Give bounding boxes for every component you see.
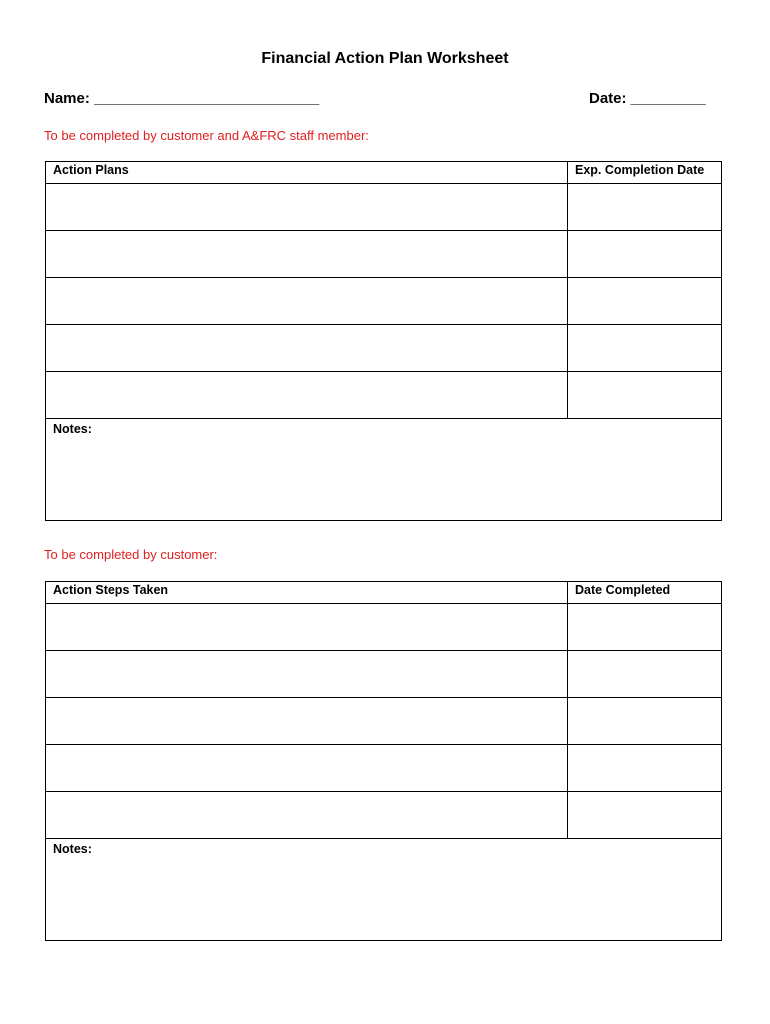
table-row — [46, 651, 722, 698]
table-header-row — [46, 582, 722, 604]
table-row — [46, 231, 722, 278]
date-completed-cell[interactable] — [568, 604, 722, 651]
action-plans-header: Action Plans — [46, 162, 568, 184]
action-plan-cell[interactable] — [46, 278, 568, 325]
exp-completion-date-header: Exp. Completion Date — [568, 162, 722, 184]
table-row — [46, 604, 722, 651]
action-plans-table — [45, 161, 722, 521]
action-step-cell[interactable] — [46, 745, 568, 792]
date-completed-cell[interactable] — [568, 651, 722, 698]
table-row — [46, 792, 722, 839]
action-step-cell[interactable] — [46, 792, 568, 839]
name-field[interactable]: Name: ___________________________ — [44, 90, 320, 107]
action-plan-cell[interactable] — [46, 325, 568, 372]
action-step-cell[interactable] — [46, 651, 568, 698]
action-steps-header: Action Steps Taken — [46, 582, 568, 604]
action-step-cell[interactable] — [46, 604, 568, 651]
notes-row — [46, 839, 722, 941]
instruction-customer: To be completed by customer: — [44, 547, 218, 562]
notes-row — [46, 419, 722, 521]
date-completed-cell[interactable] — [568, 698, 722, 745]
notes-label: Notes: — [53, 842, 92, 856]
table-row — [46, 278, 722, 325]
notes-box[interactable] — [46, 419, 722, 521]
exp-completion-date-cell[interactable] — [568, 184, 722, 231]
table-row — [46, 745, 722, 792]
date-completed-cell[interactable] — [568, 745, 722, 792]
instruction-staff: To be completed by customer and A&FRC staff member: — [44, 128, 369, 143]
notes-box[interactable] — [46, 839, 722, 941]
action-steps-table — [45, 581, 722, 941]
action-plan-cell[interactable] — [46, 231, 568, 278]
table-row — [46, 372, 722, 419]
date-field[interactable]: Date: _________ — [589, 90, 706, 107]
notes-label: Notes: — [53, 422, 92, 436]
table-row — [46, 325, 722, 372]
table-row — [46, 184, 722, 231]
table-row — [46, 698, 722, 745]
action-plan-cell[interactable] — [46, 372, 568, 419]
exp-completion-date-cell[interactable] — [568, 231, 722, 278]
action-plan-cell[interactable] — [46, 184, 568, 231]
exp-completion-date-cell[interactable] — [568, 325, 722, 372]
table-header-row — [46, 162, 722, 184]
action-step-cell[interactable] — [46, 698, 568, 745]
exp-completion-date-cell[interactable] — [568, 278, 722, 325]
date-completed-header: Date Completed — [568, 582, 722, 604]
date-completed-cell[interactable] — [568, 792, 722, 839]
worksheet-title: Financial Action Plan Worksheet — [261, 50, 509, 67]
exp-completion-date-cell[interactable] — [568, 372, 722, 419]
